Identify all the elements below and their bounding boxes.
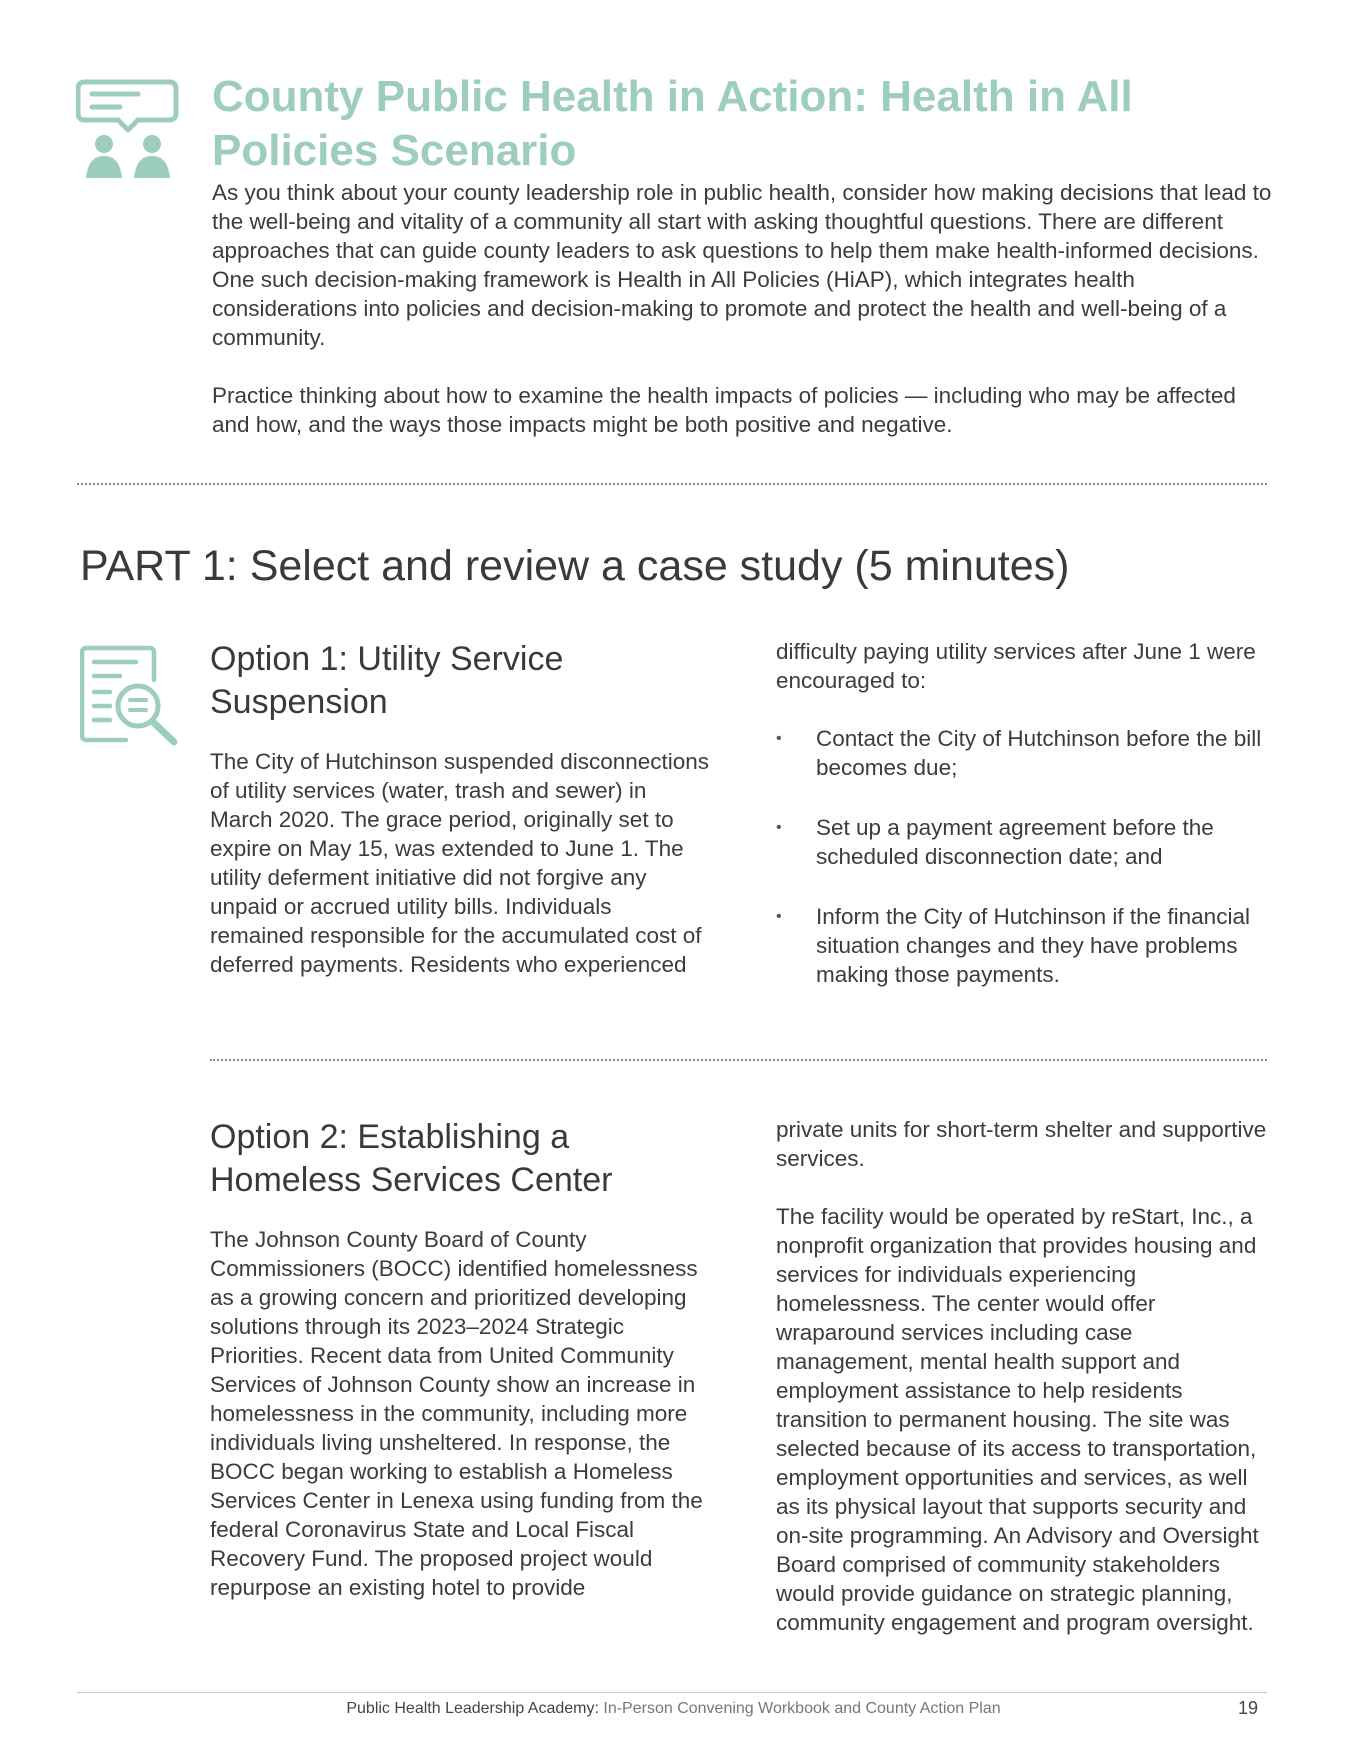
page-number: 19 — [1238, 1698, 1259, 1718]
option1-bullet-list — [776, 724, 1276, 989]
section-divider — [77, 483, 1267, 485]
option1-continued — [776, 637, 1276, 1020]
option2-body: The Johnson County Board of County Commissioners (BOCC) identified homelessness as a growing concern and prioritized developing solutions through its 2023–2024 Strategic Priorities. Recent data from United Community Services of Johnson County show an increase in homelessness in the community, including more individuals living unsheltered. In response, the BOCC began working to establish a Homeless Services Center in Lenexa using funding from the federal Coronavirus State and Local Fiscal Recovery Fund. The proposed project would repurpose an existing hotel to provide — [210, 1227, 703, 1600]
option1-title: Option 1: Utility Service Suspension — [210, 640, 564, 721]
intro-text — [212, 178, 1272, 468]
part-title: PART 1: Select and review a case study (5 minutes) — [80, 542, 1070, 590]
list-item: • Contact the City of Hutchinson before the bill becomes due; — [776, 724, 1276, 782]
footer-publication: Public Health Leadership Academy: — [346, 1700, 599, 1717]
list-item: • Inform the City of Hutchinson if the financial situation changes and they have problems making those payments. — [776, 902, 1276, 989]
option1-continued-text: difficulty paying utility services after June 1 were encouraged to: — [776, 639, 1256, 693]
option1-body: The City of Hutchinson suspended disconnections of utility services (water, trash and sewer) in March 2020. The grace period, originally set to expire on May 15, was extended to June 1. The utility deferment initiative did not forgive any unpaid or accrued utility bills. Individuals remained responsible for the accumulated cost of deferred payments. Residents who experienced — [210, 749, 710, 977]
option2-paragraph: The facility would be operated by reStart, Inc., a nonprofit organization that provides housing and services for individuals experiencing homelessness. The center would offer wraparound services including case management, mental health support and employment assistance to help residents transition to permanent housing. The site was selected because of its access to transportation, employment opportunities and services, as well as its physical layout that supports security and on-site programming. An Advisory and Oversight Board comprised of community stakeholders would provide guidance on strategic planning, community engagement and program oversight. — [776, 1204, 1259, 1635]
footer — [0, 1700, 1347, 1718]
discussion-icon — [76, 78, 180, 182]
section-divider — [210, 1059, 1267, 1061]
option2-title: Option 2: Establishing a Homeless Services Center — [210, 1118, 613, 1199]
option2-continued — [776, 1115, 1276, 1666]
document-search-icon — [80, 644, 180, 748]
list-item: • Set up a payment agreement before the scheduled disconnection date; and — [776, 813, 1276, 871]
page-title: County Public Health in Action: Health in All Policies Scenario — [212, 72, 1133, 175]
footer-subtitle: In-Person Convening Workbook and County Action Plan — [598, 1700, 1001, 1717]
intro-paragraph: Practice thinking about how to examine the health impacts of policies — including who may be affected and how, and the ways those impacts might be both positive and negative. — [212, 383, 1236, 437]
footer-divider — [77, 1692, 1267, 1693]
option2-continued-text: private units for short-term shelter and supportive services. — [776, 1117, 1267, 1171]
intro-paragraph: As you think about your county leadership role in public health, consider how making decisions that lead to the well-being and vitality of a community all start with asking thoughtful questions. There are different approaches that can guide county leaders to ask questions to help them make health-informed decisions. One such decision-making framework is Health in All Policies (HiAP), which integrates health considerations into policies and decision-making to promote and protect the health and well-being of a community. — [212, 180, 1272, 350]
